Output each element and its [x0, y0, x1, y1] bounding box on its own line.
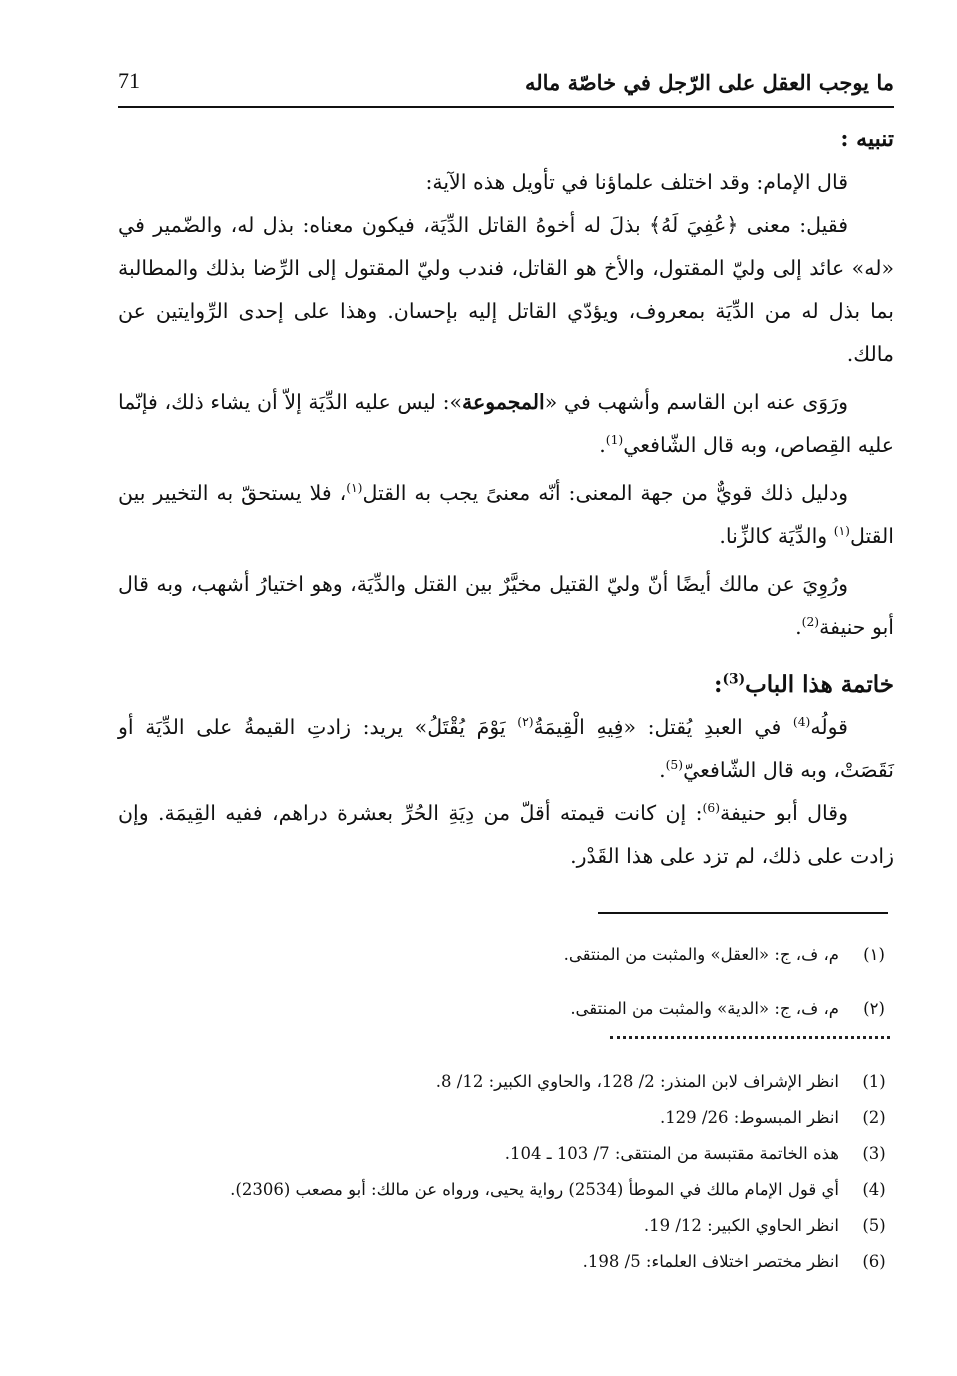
footnote-text: م، ف، ج: «العقل» والمثبت من المنتقى. — [563, 945, 839, 964]
paragraph-5 — [118, 563, 894, 649]
editor-footnotes — [119, 1064, 889, 1280]
paragraph-4 — [118, 472, 894, 558]
paragraph-7-text: : إن كانت قيمته أقلّ من دِيَةِ الحُرِّ بعشرة دراهم، ففيه القِيمَة. وإن زادت على ذلك، لم تزد على هذا القَدْر. — [118, 801, 894, 868]
heading-khatima-text: خاتمة هذا الباب — [745, 671, 894, 698]
paragraph-1: قال الإمام: وقد اختلف علماؤنا في تأويل هذه الآية: — [425, 170, 848, 194]
paragraph-3-text: . — [599, 433, 606, 457]
paragraph-5-text: . — [795, 615, 802, 639]
heading-khatima — [118, 663, 894, 706]
footnote-number: (4) — [862, 1180, 886, 1199]
paragraph-4-text: ودليل ذلك قويٌّ من جهة المعنى: أنّه معنىً يجب به القتل — [362, 481, 848, 505]
footnote-text: انظر الإشراف لابن المنذر: 2/ 128، والحاوي الكبير: 12/ 8. — [435, 1072, 839, 1091]
main-text — [118, 118, 894, 878]
footnote-item — [119, 1208, 889, 1244]
dotted-separator — [610, 1036, 890, 1043]
heading-khatima-colon: : — [713, 671, 723, 698]
footnote-marker: (4) — [792, 715, 811, 730]
footnote-item — [119, 928, 889, 982]
paragraph-7 — [118, 792, 894, 878]
paragraph-3 — [118, 381, 894, 467]
footnote-marker: (2) — [801, 615, 820, 630]
paragraph-2: فقيل: معنى ﴿عُفِيَ لَهُ﴾ بذلَ له أخوهُ القاتل الدِّيَة، فيكون معناه: بذل له، والضّمير في «له» عائد إلى وليّ المقتول، والأخ هو القاتل، فندب وليّ المقتول إلى الرِّضا بذلك والمطالبة بما بذل له من الدِّيَة بمعروف، ويؤدّي القاتل إليه بإحسان. وهذا على إحدى الرِّوايتين عن مالك. — [118, 213, 894, 366]
paragraph-3-text: ورَوَى عنه ابن القاسم وأشهب في « — [544, 390, 849, 414]
paragraph-4-text: ، فلا يستحقّ به التخيير بين القتل — [118, 481, 894, 548]
paragraph-6-text: يَوْمَ يُقْتَلُ» يريد: زادتِ القيمةُ على الدِّيَة أو نَقَصَتْ، وبه قال الشّافعيّ — [118, 715, 894, 782]
footnote-number: (١) — [863, 945, 885, 964]
heading-tanbih: تنبيه : — [840, 126, 894, 152]
footnote-text: انظر مختصر اختلاف العلماء: 5/ 198. — [582, 1252, 839, 1271]
footnote-text: انظر المبسوط: 26/ 129. — [659, 1108, 839, 1127]
footnote-text: هذه الخاتمة مقتبسة من المنتقى: 7/ 103 ـ 104. — [504, 1144, 839, 1163]
footnote-text: م، ف، ج: «الدية» والمثبت من المنتقى. — [570, 999, 839, 1018]
footnote-text: انظر الحاوي الكبير: 12/ 19. — [643, 1216, 839, 1235]
page-number: 71 — [118, 68, 140, 93]
footnote-separator — [598, 912, 888, 914]
running-title: ما يوجب العقل على الرّجل في خاصّة ماله — [524, 70, 894, 95]
manuscript-footnotes — [119, 928, 889, 1036]
footnote-number: (3) — [862, 1144, 886, 1163]
footnote-item — [119, 1172, 889, 1208]
footnote-marker: (6) — [702, 801, 720, 816]
footnote-number: (1) — [862, 1072, 886, 1091]
footnote-item — [119, 1136, 889, 1172]
footnote-number: (5) — [862, 1216, 886, 1235]
footnote-item — [119, 982, 889, 1036]
footnote-marker: (1) — [605, 433, 624, 448]
footnote-text: أي قول الإمام مالك في الموطأ (2534) رواية يحيى، ورواه عن مالك: أبو مصعب (2306). — [230, 1180, 839, 1199]
paragraph-4-text: والدِّيَة كالزِّنا. — [719, 524, 834, 548]
paragraph-7-text: وقال أبو حنيفة — [720, 801, 848, 825]
paragraph-6-text: قولُه — [810, 715, 848, 739]
footnote-number: (2) — [862, 1108, 886, 1127]
paragraph-5-text: ورُوِيَ عن مالك أيضًا أنّ وليّ القتيل مخيَّرٌ بين القتل والدِّيَة، وهو اختيارُ أشهب، وبه قال أبو حنيفة — [118, 572, 894, 639]
footnote-item — [119, 1244, 889, 1280]
paragraph-6-text: في العبدِ يُقتل: «فِيهِ الْقِيمَةُ — [533, 715, 793, 739]
footnote-item — [119, 1100, 889, 1136]
footnote-number: (6) — [862, 1252, 886, 1271]
footnote-marker: (3) — [722, 671, 746, 688]
footnote-marker: (٢) — [517, 715, 534, 730]
paragraph-3-text: »: ليس عليه الدِّيَة إلاّ أن يشاء ذلك، فإنّما عليه القِصاص، وبه قال الشّافعي — [118, 390, 894, 457]
footnote-marker: (١) — [346, 481, 363, 496]
bold-term: المجموعة — [462, 390, 545, 414]
footnote-marker: (١) — [833, 524, 850, 539]
paragraph-6-text: . — [659, 758, 666, 782]
footnote-marker: (5) — [665, 758, 684, 773]
page-header — [118, 62, 894, 108]
footnote-number: (٢) — [863, 999, 885, 1018]
paragraph-6 — [118, 706, 894, 792]
footnote-item — [119, 1064, 889, 1100]
